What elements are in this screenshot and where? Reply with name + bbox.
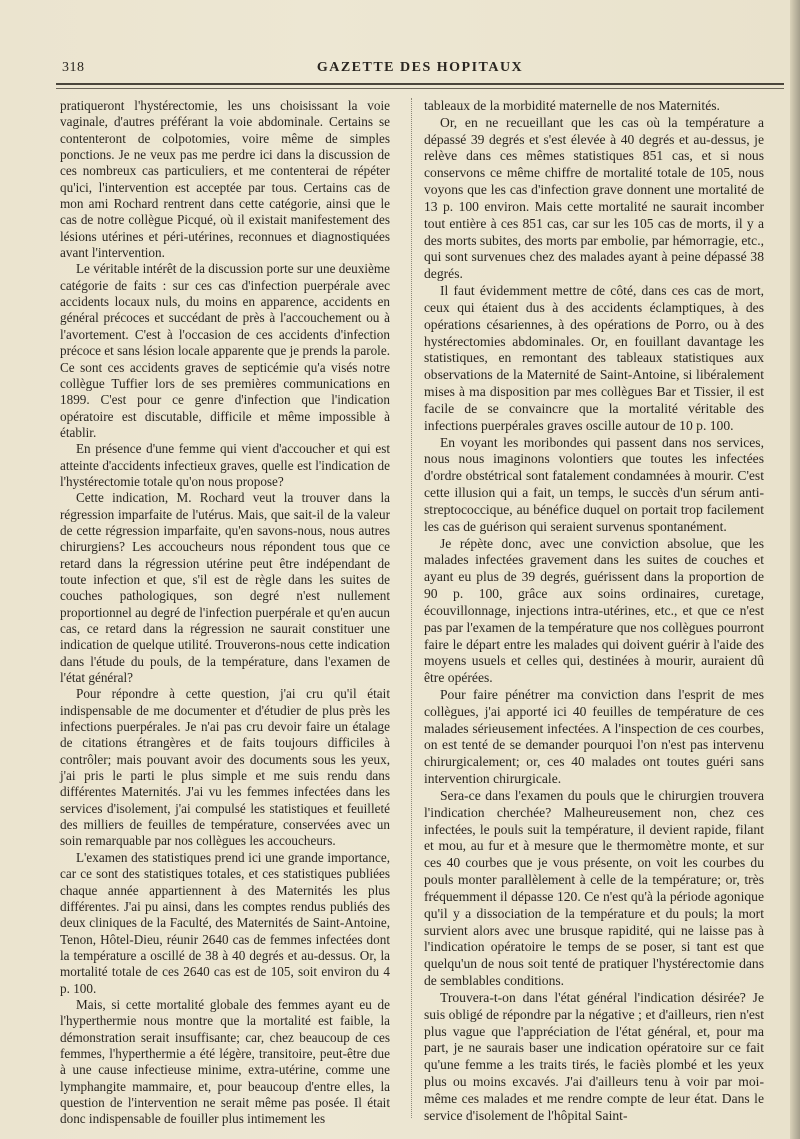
page-edge-shadow xyxy=(790,0,800,1139)
paragraph: Cette indication, M. Rochard veut la trouver dans la régression imparfaite de l'utérus. Mais, que sait-il de la valeur de cette régression imparfaite, qu'en savons-nous, nous autres chirurgiens? Les accoucheurs nous répondent tous que ce retard dans la régression utérine peut être indépendant de toute infection et que, s'il est de règle dans les suites de couches pathologiques, son degré n'est nullement proportionnel au degré de l'infection puerpérale et qu'en aucun cas, ce retard dans la régression ne saurait constituer une indication de quelque utilité. Trouverons-nous cette indication dans l'étude du pouls, de la température, dans l'examen de l'état général? xyxy=(60,490,390,686)
paragraph: Or, en ne recueillant que les cas où la température a dépassé 39 degrés et s'est élevée à 40 degrés et au-dessus, je relève dans ces mêmes statistiques 851 cas, et si nous conservons ce même chiffre de mortalité totale de 105, nous voyons que les cas d'infection grave donnent une mortalité de 13 p. 100 environ. Mais cette mortalité ne saurait incomber tout entière à ces 851 cas, car sur les 105 cas de morts, il y a des morts subites, des morts par embolie, par hémorragie, etc., qui sont survenues chez des malades ayant à peine dépassé 38 degrés. xyxy=(424,114,764,282)
paragraph: Sera-ce dans l'examen du pouls que le chirurgien trouvera l'indication cherchée? Malheureusement non, chez ces infectées, le pouls suit la température, il devient rapide, filant et mou, au fur et à mesure que le thermomètre monte, et sur ces 40 courbes que je vous présente, on voit les courbes du pouls monter parallèlement à celle de la température; or, très fréquemment il dépasse 120. Ce n'est qu'à la période agonique qu'il y a dissociation de la température et du pouls; la mort survient alors avec une brusque rapidité, qui ne laisse pas à l'indication opératoire le temps de se poser, si tant est que quelqu'un de nous soit tenté de pratiquer l'hystérectomie dans de semblables conditions. xyxy=(424,787,764,989)
right-column xyxy=(424,98,764,1125)
paragraph: Il faut évidemment mettre de côté, dans ces cas de mort, ceux qui étaient dus à des accidents éclamptiques, à des opérations césariennes, à des opérations de Porro, ou à des hystérectomies abdominales. Or, en fouillant davantage les statistiques, en remontant des tableaux statistiques aux observations de la Maternité de Saint-Antoine, si libéralement mises à ma disposition par mes collègues Bar et Tissier, il est facile de se convaincre que la mortalité véritable des infections puerpérales graves oscille autour de 10 p. 100. xyxy=(424,283,764,433)
header-rule-thick xyxy=(56,83,784,85)
paragraph: Le véritable intérêt de la discussion porte sur une deuxième catégorie de faits : sur ces cas d'infection puerpérale avec accidents locaux nuls, du moins en apparence, accidents en général précoces et succédant de près à l'accouchement ou à l'avortement. C'est à l'occasion de ces accidents d'infection précoce et sans lésion locale apparente que je prends la parole. Ce sont ces accidents graves de septicémie qu'a visés notre collègue Tuffier lors de ses premières communications en 1899. C'est pour ce genre d'infection que l'indication opératoire est discutable, difficile et même impossible à établir. xyxy=(60,261,390,440)
column-divider xyxy=(411,98,412,1118)
header-rule-thin xyxy=(56,88,784,89)
paragraph: Mais, si cette mortalité globale des femmes ayant eu de l'hyperthermie nous montre que la mortalité est faible, la démonstration serait insuffisante; car, chez beaucoup de ces femmes, l'hyperthermie a été légère, transitoire, peut-être due à une cause infectieuse minime, extra-utérine, comme une lymphangite mammaire, et, pour beaucoup d'entre elles, la question de l'intervention ne serait même pas posée. Il était donc indispensable de fouiller plus intimement les xyxy=(60,996,390,1127)
page-number: 318 xyxy=(62,60,85,75)
paragraph: Pour répondre à cette question, j'ai cru qu'il était indispensable de me documenter et d'étudier de plus près les infections puerpérales. Je n'ai pas cru devoir faire un étalage de citations étrangères et de faits toujours difficiles à contrôler; mais pouvant avoir des documents sous les yeux, j'ai pris le parti le plus simple et me suis rendu dans différentes Maternités. J'ai vu les femmes infectées dans les services d'isolement, j'ai compulsé les statistiques et feuilleté des milliers de feuilles de température, conservées avec un soin remarquable par nos collègues les accoucheurs. xyxy=(60,686,390,849)
paragraph: Pour faire pénétrer ma conviction dans l'esprit de mes collègues, j'ai apporté ici 40 feuilles de température de ces malades sérieusement infectées. A l'inspection de ces courbes, on est tenté de se demander pourquoi l'on n'est pas intervenu chirurgicalement; or, ces 40 malades ont toutes guéri sans intervention chirurgicale. xyxy=(424,686,764,787)
paragraph: L'examen des statistiques prend ici une grande importance, car ce sont des statistiques totales, et ces statistiques publiées chaque année appartiennent à des Maternités les plus différentes. J'ai pu ainsi, dans les comptes rendus publiés des deux cliniques de la Faculté, des Maternités de Saint-Antoine, Tenon, Hôtel-Dieu, réunir 2640 cas de femmes infectées dont la température a oscillé de 38 à 40 degrés et au-dessus. Or, la mortalité totale de ces 2640 cas est de 105, soit environ du 4 p. 100. xyxy=(60,849,390,996)
paragraph: pratiqueront l'hystérectomie, les uns choisissant la voie vaginale, d'autres préférant la voie abdominale. Certains se contenteront de colpotomies, voire même de simples ponctions. Je ne veux pas me perdre ici dans la discussion de ces nombreux cas particuliers, et me contenterai de répéter qu'ici, l'intervention est acceptée par tous. Certains cas de mon ami Rochard rentrent dans cette catégorie, ainsi que le cas de notre collègue Picqué, où il existait manifestement des lésions utérines et péri-utérines, reconnues et diagnostiquées avant l'intervention. xyxy=(60,98,390,261)
paragraph: Je répète donc, avec une conviction absolue, que les malades infectées gravement dans les suites de couches et ayant eu plus de 39 degrés, guérissent dans la proportion de 90 p. 100, grâce aux soins ordinaires, curetage, écouvillonnage, injections intra-utérines, etc., et que ce n'est pas par l'examen de la température que nos collègues pourront faire le départ entre les malades qui doivent guérir à l'aide des moyens usuels et celles qui, destinées à mourir, auraient dû être opérées. xyxy=(424,535,764,686)
paragraph: En présence d'une femme qui vient d'accoucher et qui est atteinte d'accidents infectieux graves, quelle est l'indication de l'hystérectomie totale qu'on nous propose? xyxy=(60,441,390,489)
journal-title: GAZETTE DES HOPITAUX xyxy=(316,60,524,75)
paragraph: tableaux de la morbidité maternelle de nos Maternités. xyxy=(424,98,720,113)
paragraph: Trouvera-t-on dans l'état général l'indication désirée? Je suis obligé de répondre par la négative ; et d'ailleurs, rien n'est plus vague que l'appréciation de l'état général, et, pour ma part, je ne saurais baser une indication opératoire sur ce fait qu'une femme a les traits tirés, le faciès plombé et les yeux plus ou moins excavés. J'ai d'ailleurs tenu à voir par moi-même ces malades et me rendre compte de leur état. Dans le service d'isolement de l'hôpital Saint- xyxy=(424,989,764,1123)
page-header xyxy=(56,58,784,80)
left-column xyxy=(60,98,390,1128)
paragraph: En voyant les moribondes qui passent dans nos services, nous nous imaginons volontiers que toutes les infectées d'ordre obstétrical sont fatalement condamnées à mourir. C'est cette illusion qui a fait, un temps, le succès d'un sérum anti-streptococcique, au bénéfice duquel on portait trop facilement les cas de guérison qui seraient survenus spontanément. xyxy=(424,434,764,534)
